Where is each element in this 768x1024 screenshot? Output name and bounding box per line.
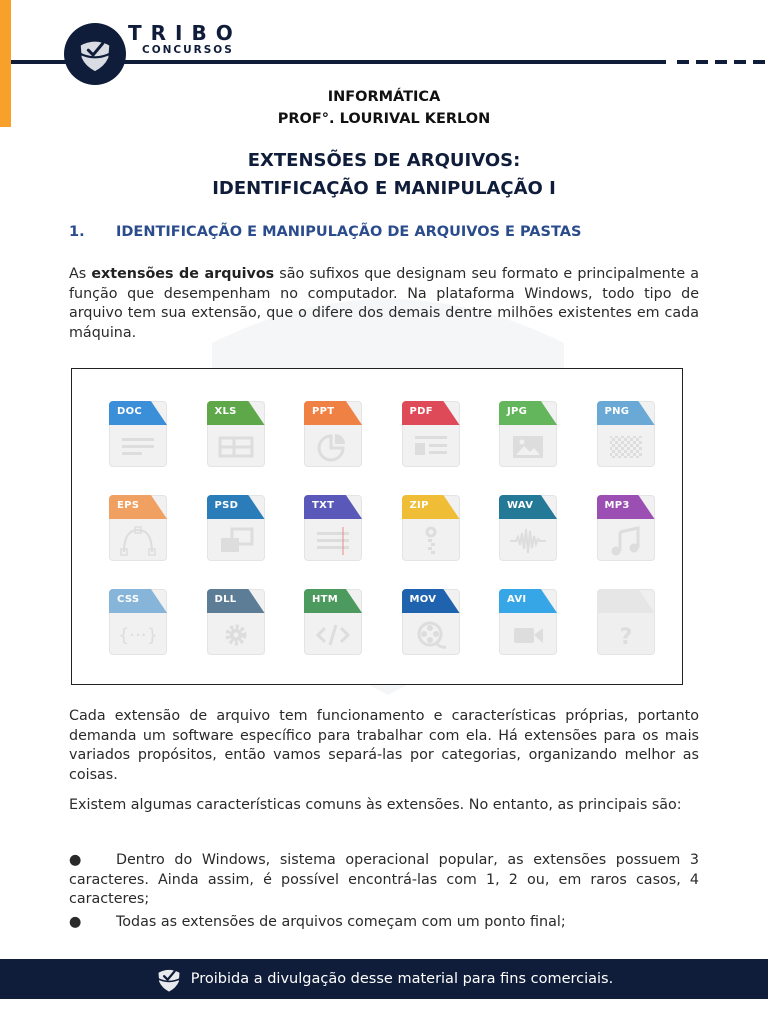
file-icon-htm: [304, 589, 362, 655]
bullet-text: Dentro do Windows, sistema operacional popular, as extensões possuem 3 caracteres. Ainda assim, é possível encontrá-las com 1, 2 ou, em raros casos, 4 caracteres;: [69, 852, 699, 908]
subject-title: INFORMÁTICA: [327, 89, 441, 105]
code-tag-icon: [304, 615, 362, 655]
file-extension-label: AVI: [507, 594, 527, 605]
logo-badge: [64, 23, 126, 85]
file-icon-grid: [109, 401, 655, 655]
file-extension-label: PNG: [604, 406, 630, 417]
logo-wordmark: [128, 22, 242, 56]
transparency-grid-icon: [597, 427, 655, 467]
header-dashes: [677, 60, 768, 64]
logo-name: TRIBO: [128, 21, 242, 45]
file-icon-jpg: [499, 401, 557, 467]
file-extension-label: DLL: [214, 594, 237, 605]
shield-check-icon: [155, 965, 183, 993]
bullet-text: Todas as extensões de arquivos começam com um ponto final;: [116, 914, 566, 930]
professor-name: PROF°. LOURIVAL KERLON: [277, 111, 491, 127]
bullet-marker: ●: [69, 852, 82, 868]
file-icon-mp3: [597, 495, 655, 561]
music-note-icon: [597, 521, 655, 561]
file-icon-dll: [207, 589, 265, 655]
video-camera-icon: [499, 615, 557, 655]
intro-lead: As: [69, 266, 92, 282]
file-icon-wav: [499, 495, 557, 561]
intro-bold-term: extensões de arquivos: [91, 266, 275, 282]
file-extension-label: PPT: [312, 406, 335, 417]
table-icon: [207, 427, 265, 467]
file-icon-pdf: [402, 401, 460, 467]
bullet-marker: ●: [69, 914, 82, 930]
file-extension-label: TXT: [312, 500, 335, 511]
intro-rest: são sufixos que designam seu formato e principalmente a função que desempenham no computador. Na plataforma Windows, todo tipo de arquivo tem sua extensão, que o difere dos demais dentre milhões existentes em cada máquina.: [69, 266, 699, 341]
section-number: 1.: [69, 224, 85, 240]
file-icon-mov: [402, 589, 460, 655]
logo-subname: CONCURSOS: [142, 44, 234, 56]
file-icon-txt: [304, 495, 362, 561]
notepad-icon: [304, 521, 362, 561]
file-extension-label: PDF: [409, 406, 433, 417]
text-lines-icon: [109, 427, 167, 467]
file-icon-doc: [109, 401, 167, 467]
file-extension-label: DOC: [117, 406, 143, 417]
bullet-item: [69, 913, 699, 933]
layers-icon: [207, 521, 265, 561]
bullet-item: [69, 851, 699, 910]
file-extension-label: CSS: [117, 594, 140, 605]
file-icon-png: [597, 401, 655, 467]
file-icon-avi: [499, 589, 557, 655]
image-icon: [499, 427, 557, 467]
file-icon-unknown: [597, 589, 655, 655]
bezier-curve-icon: [109, 521, 167, 561]
file-extensions-figure: [71, 368, 683, 685]
file-icon-psd: [207, 495, 265, 561]
file-extension-label: MOV: [409, 594, 437, 605]
document-layout-icon: [402, 427, 460, 467]
pie-chart-icon: [304, 427, 362, 467]
intro-paragraph: [69, 265, 699, 343]
file-icon-ppt: [304, 401, 362, 467]
file-extension-label: ZIP: [409, 500, 429, 511]
section-heading: [69, 224, 581, 240]
file-icon-css: [109, 589, 167, 655]
section-title: IDENTIFICAÇÃO E MANIPULAÇÃO DE ARQUIVOS E PASTAS: [116, 224, 582, 240]
svg-text:?: ?: [619, 625, 632, 650]
gear-icon: [207, 615, 265, 655]
question-mark-icon: [597, 615, 655, 655]
title-line-1: EXTENSÕES DE ARQUIVOS:: [247, 150, 521, 171]
footer-notice: Proibida a divulgação desse material para fins comerciais.: [190, 971, 614, 987]
waveform-icon: [499, 521, 557, 561]
file-extension-label: JPG: [507, 406, 528, 417]
svg-text:{···}: {···}: [118, 625, 158, 646]
file-extension-label: WAV: [507, 500, 534, 511]
file-extension-label: PSD: [214, 500, 239, 511]
file-extension-label: XLS: [214, 406, 237, 417]
file-icon-xls: [207, 401, 265, 467]
page-title: [0, 147, 768, 203]
file-icon-eps: [109, 495, 167, 561]
title-line-2: IDENTIFICAÇÃO E MANIPULAÇÃO I: [212, 178, 556, 199]
shield-check-icon: [76, 35, 114, 73]
subject-block: [0, 86, 768, 130]
zipper-icon: [402, 521, 460, 561]
braces-icon: [109, 615, 167, 655]
paragraph-characteristics: Cada extensão de arquivo tem funcionamento e características próprias, portanto demanda um software específico para trabalhar com ela. Há extensões para os mais variados propósitos, então vamos separá-las por categorias, organizando melhor as coisas.: [69, 708, 699, 783]
file-extension-label: MP3: [604, 500, 630, 511]
file-extension-label: HTM: [312, 594, 339, 605]
footer-banner: [0, 959, 768, 999]
film-reel-icon: [402, 615, 460, 655]
paragraph-common-traits: Existem algumas características comuns às extensões. No entanto, as principais são:: [69, 797, 682, 813]
file-extension-label: EPS: [117, 500, 140, 511]
file-icon-zip: [402, 495, 460, 561]
